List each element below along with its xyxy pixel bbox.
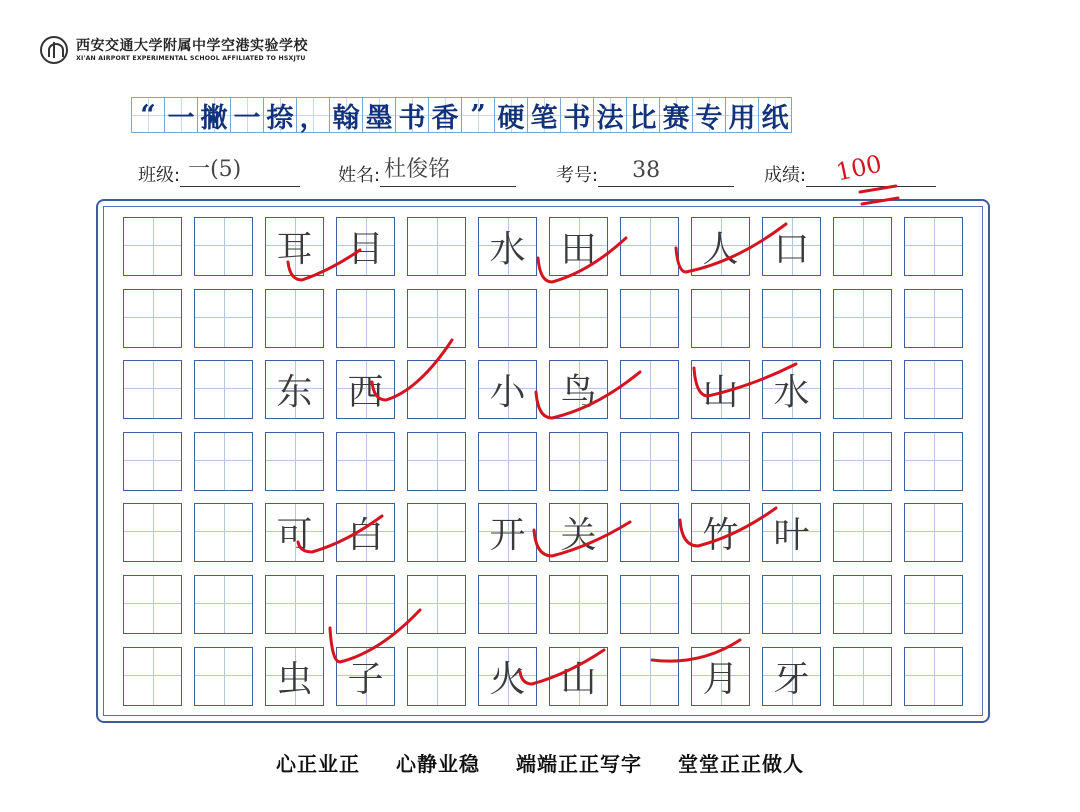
grid-cell [336, 289, 395, 348]
grid-cell [265, 503, 324, 562]
grid-cell [194, 289, 253, 348]
handwritten-char: 开 [489, 515, 526, 557]
grid-cell [549, 575, 608, 634]
handwritten-char: 叶 [773, 515, 810, 557]
title-char-cell: 捺 [263, 97, 297, 133]
school-name-cn: 西安交通大学附属中学空港实验学校 [76, 37, 308, 54]
grid-cell [833, 217, 892, 276]
exam-number-label: 考号: [556, 165, 599, 186]
grid-cell [904, 575, 963, 634]
title-char-cell: 笔 [527, 97, 561, 133]
title-char-cell: 一 [164, 97, 198, 133]
grid-cell [407, 647, 466, 706]
handwritten-char: 关 [560, 515, 597, 557]
handwritten-char: 白 [347, 515, 384, 557]
grid-cell [691, 217, 750, 276]
grid-cell [691, 503, 750, 562]
title-char-cell: 书 [560, 97, 594, 133]
grid-cell [123, 503, 182, 562]
grid-cell [833, 647, 892, 706]
school-logo-icon [40, 36, 68, 64]
grid-cell [336, 217, 395, 276]
grid-cell [833, 503, 892, 562]
grid-cell [620, 289, 679, 348]
grid-cell [123, 575, 182, 634]
title-char-cell: 撇 [197, 97, 231, 133]
motto-4: 堂堂正正做人 [677, 752, 804, 776]
grid-cell [549, 503, 608, 562]
title-char-cell: 纸 [758, 97, 792, 133]
grid-cell [123, 289, 182, 348]
grid-cell [336, 503, 395, 562]
grid-cell [904, 217, 963, 276]
grid-cell [407, 432, 466, 491]
grid-cell [620, 432, 679, 491]
grid-cell [265, 217, 324, 276]
grid-cell [904, 503, 963, 562]
title-char-cell: 硬 [494, 97, 528, 133]
grid-cell [762, 432, 821, 491]
class-label: 班级: [138, 165, 181, 186]
handwritten-char: 田 [560, 229, 597, 270]
grid-cell [762, 360, 821, 419]
score-value: 100 [833, 149, 885, 187]
handwritten-char: 人 [702, 229, 739, 270]
handwritten-char: 水 [489, 229, 526, 270]
motto-3: 端端正正写字 [515, 752, 642, 776]
title-char-cell: 墨 [362, 97, 396, 133]
title-char-cell: 赛 [659, 97, 693, 133]
grid-cell [478, 575, 537, 634]
title-char-cell: 书 [395, 97, 429, 133]
motto-2: 心静业稳 [396, 752, 481, 776]
grid-cell [762, 575, 821, 634]
grid-cell [691, 575, 750, 634]
grid-cell [407, 217, 466, 276]
grid-cell [265, 289, 324, 348]
handwritten-char: 鸟 [560, 372, 597, 414]
grid-cell [549, 432, 608, 491]
handwritten-char: 子 [347, 658, 384, 700]
grid-cell [336, 575, 395, 634]
grid-cell [691, 432, 750, 491]
grid-cell [336, 647, 395, 706]
grid-cell [549, 289, 608, 348]
student-info-row [0, 149, 1080, 194]
handwritten-char: 虫 [276, 658, 313, 700]
title-char-cell: 用 [725, 97, 759, 133]
handwritten-char: 东 [276, 372, 313, 414]
motto-1: 心正业正 [276, 752, 361, 776]
title-char-cell: ” [461, 97, 495, 133]
grid-cell [620, 647, 679, 706]
school-name-en: XI'AN AIRPORT EXPERIMENTAL SCHOOL AFFILIATED TO HSXJTU [76, 54, 306, 62]
grid-cell [762, 289, 821, 348]
grid-cell [407, 289, 466, 348]
grid-cell [194, 432, 253, 491]
grid-cell [904, 647, 963, 706]
title-char-cell: ， [296, 97, 330, 133]
grid-cell [407, 575, 466, 634]
grid-cell [336, 360, 395, 419]
handwritten-char: 口 [773, 229, 810, 270]
grid-cell [833, 289, 892, 348]
grid-cell [194, 360, 253, 419]
score-field [764, 149, 936, 187]
grid-cell [265, 575, 324, 634]
grid-cell [478, 432, 537, 491]
handwritten-char: 山 [560, 658, 597, 700]
name-field [338, 157, 516, 187]
grid-cell [123, 432, 182, 491]
grid-cell [833, 432, 892, 491]
title-char-cell: 香 [428, 97, 462, 133]
handwritten-char: 小 [489, 372, 526, 414]
page-title [131, 97, 791, 133]
handwritten-char: 目 [347, 229, 384, 270]
grid-cell [407, 503, 466, 562]
exam-number-value: 38 [632, 158, 661, 183]
grid-cell [904, 432, 963, 491]
handwritten-char: 可 [276, 515, 313, 557]
handwritten-char: 牙 [773, 658, 810, 700]
title-char-cell: 专 [692, 97, 726, 133]
grid-cell [904, 289, 963, 348]
grid-cell [194, 217, 253, 276]
handwritten-char: 山 [702, 372, 739, 414]
grid-cell [123, 647, 182, 706]
grid-cell [620, 503, 679, 562]
class-field [138, 157, 300, 187]
grid-cell [265, 432, 324, 491]
grid-cell [194, 575, 253, 634]
grid-cell [549, 647, 608, 706]
title-char-cell: “ [131, 97, 165, 133]
grid-cell [478, 217, 537, 276]
name-label: 姓名: [338, 165, 381, 186]
grid-cell [265, 360, 324, 419]
grid-cell [691, 289, 750, 348]
grid-cell [407, 360, 466, 419]
title-char-cell: 一 [230, 97, 264, 133]
grid-cell [194, 503, 253, 562]
grid-cell [549, 217, 608, 276]
grid-cell [833, 575, 892, 634]
title-char-cell: 翰 [329, 97, 363, 133]
school-name-block [76, 38, 308, 63]
grid-cell [620, 575, 679, 634]
motto-line [0, 748, 1080, 777]
handwritten-char: 竹 [702, 515, 739, 557]
grid-cell [478, 289, 537, 348]
grid-cell [620, 360, 679, 419]
grid-cell [336, 432, 395, 491]
handwritten-char: 火 [489, 658, 526, 700]
handwritten-char: 耳 [276, 229, 313, 270]
grid-cell [265, 647, 324, 706]
grid-cell [762, 217, 821, 276]
exam-number-field [556, 160, 734, 187]
title-char-cell: 法 [593, 97, 627, 133]
grid-cell [833, 360, 892, 419]
grid-cell [549, 360, 608, 419]
grid-cell [691, 360, 750, 419]
grid-cell [620, 217, 679, 276]
title-char-cell: 比 [626, 97, 660, 133]
grid-cell [123, 360, 182, 419]
grid-cell [762, 647, 821, 706]
handwritten-char: 月 [702, 658, 739, 700]
handwritten-char: 水 [773, 372, 810, 414]
score-label: 成绩: [764, 165, 807, 186]
handwritten-char: 西 [347, 372, 384, 414]
class-value: 一(5) [188, 157, 242, 182]
name-value: 杜俊铭 [384, 157, 451, 182]
grid-cell [478, 360, 537, 419]
grid-cell [762, 503, 821, 562]
grid-cell [904, 360, 963, 419]
school-header [40, 36, 308, 64]
grid-cell [194, 647, 253, 706]
grid-cell [691, 647, 750, 706]
grid-cell [478, 647, 537, 706]
grid-cell [478, 503, 537, 562]
grid-cell [123, 217, 182, 276]
